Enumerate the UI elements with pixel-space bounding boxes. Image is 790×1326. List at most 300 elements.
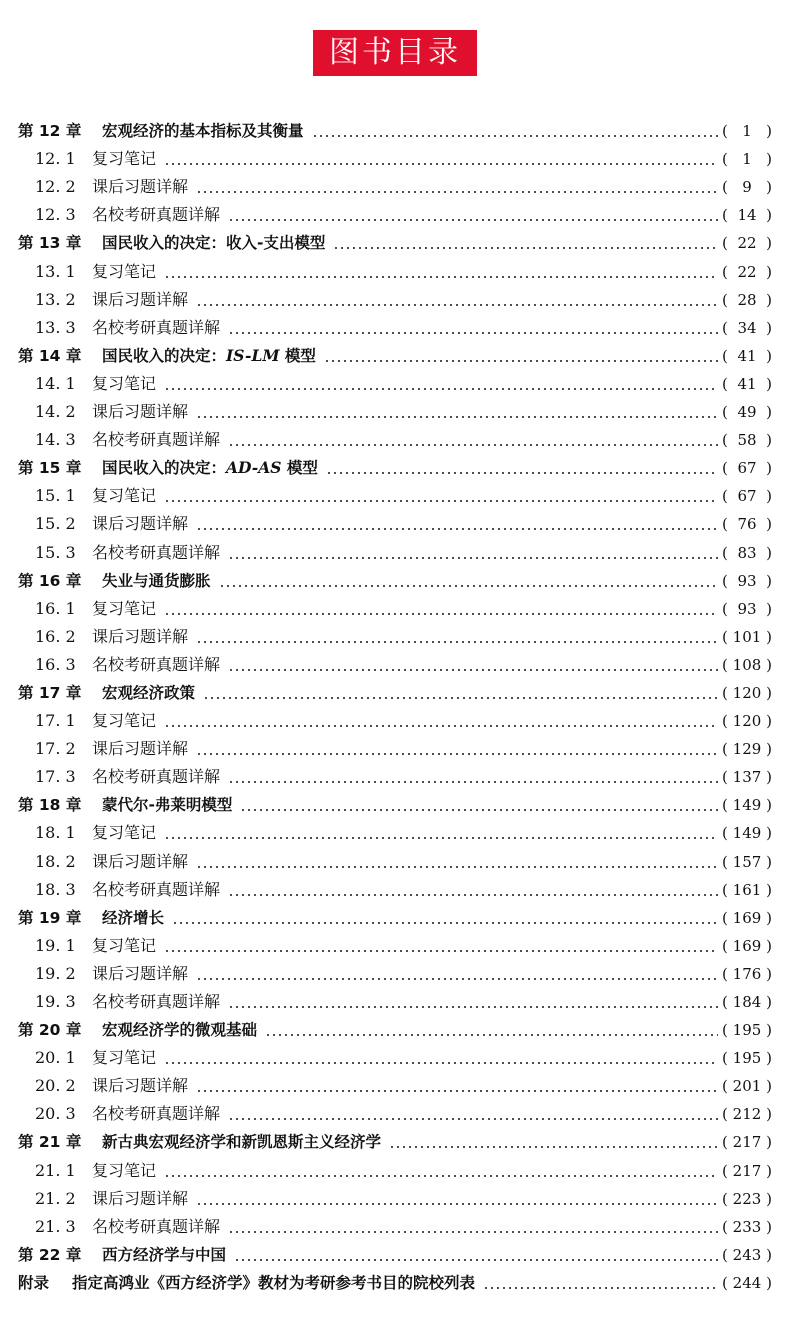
toc-page-number bbox=[722, 654, 772, 676]
paren-open: ( bbox=[722, 318, 728, 337]
toc-entry-label bbox=[92, 1188, 188, 1210]
toc-entry-number: 14. 2 bbox=[35, 402, 76, 422]
toc-page-number bbox=[722, 542, 772, 564]
toc-page-number bbox=[722, 1160, 772, 1182]
toc-section-row[interactable] bbox=[18, 283, 772, 311]
toc-entry-number: 19. 2 bbox=[35, 963, 76, 983]
toc-entry-label-text: 复习笔记 bbox=[92, 823, 157, 843]
paren-open: ( bbox=[722, 1105, 728, 1124]
toc-page-number bbox=[722, 204, 772, 226]
paren-open: ( bbox=[722, 627, 728, 646]
toc-entry-label bbox=[92, 373, 156, 395]
toc-section-row[interactable] bbox=[18, 592, 772, 620]
paren-close: ) bbox=[766, 487, 772, 506]
toc-page-number bbox=[722, 851, 772, 873]
toc-section-row[interactable] bbox=[18, 1097, 772, 1125]
toc-entry-label bbox=[92, 935, 156, 957]
dot-leader bbox=[164, 1175, 718, 1177]
toc-page-number bbox=[722, 401, 772, 423]
toc-section-row[interactable] bbox=[18, 620, 772, 648]
toc-entry-number: 16. 3 bbox=[35, 654, 76, 674]
toc-section-row[interactable] bbox=[18, 957, 772, 985]
dot-leader bbox=[240, 809, 718, 811]
dot-leader bbox=[312, 135, 718, 137]
toc-chapter-row[interactable] bbox=[18, 1125, 772, 1153]
toc-page-number bbox=[722, 1103, 772, 1125]
toc-entry-label bbox=[102, 794, 232, 816]
toc-entry-label bbox=[102, 1131, 381, 1153]
toc-section-row[interactable] bbox=[18, 1153, 772, 1181]
toc-entry-number: 附录 bbox=[18, 1273, 50, 1292]
toc-entry-label bbox=[92, 485, 156, 507]
dot-leader bbox=[164, 388, 718, 390]
toc-entry-label bbox=[92, 317, 220, 339]
page-number-value: 41 bbox=[737, 346, 757, 365]
toc-page-number bbox=[722, 822, 772, 844]
toc-entry-label-text: 名校考研真题详解 bbox=[92, 879, 221, 899]
toc-section-row[interactable] bbox=[18, 1041, 772, 1069]
paren-open: ( bbox=[722, 346, 728, 365]
dot-leader bbox=[196, 191, 718, 193]
page-number-value: 176 bbox=[732, 964, 762, 983]
page-number-value: 169 bbox=[732, 936, 762, 955]
toc-section-row[interactable] bbox=[18, 873, 772, 901]
toc-page-number bbox=[722, 485, 772, 507]
toc-entry-label-text: 复习笔记 bbox=[92, 598, 157, 618]
title-banner bbox=[0, 30, 790, 76]
paren-close: ) bbox=[766, 964, 772, 983]
paren-close: ) bbox=[766, 206, 772, 225]
toc-page-number bbox=[722, 1188, 772, 1210]
toc-entry-label-text: 课后习题详解 bbox=[92, 1076, 189, 1096]
dot-leader bbox=[234, 1259, 718, 1261]
toc-entry-number: 20. 3 bbox=[35, 1104, 76, 1124]
paren-close: ) bbox=[766, 403, 772, 422]
toc-entry-label-text: 课后习题详解 bbox=[92, 289, 189, 309]
dot-leader bbox=[203, 697, 718, 699]
toc-entry-label-text: 国民收入的决定： bbox=[102, 459, 227, 478]
paren-close: ) bbox=[766, 627, 772, 646]
paren-open: ( bbox=[722, 740, 728, 759]
toc-chapter-row[interactable] bbox=[18, 1238, 772, 1266]
paren-close: ) bbox=[766, 262, 772, 281]
toc-entry-label bbox=[92, 963, 188, 985]
page-number-value: 22 bbox=[737, 262, 757, 281]
toc-entry-label-text: 蒙代尔-弗莱明模型 bbox=[102, 796, 233, 815]
toc-entry-label bbox=[92, 401, 188, 423]
dot-leader bbox=[196, 753, 718, 755]
page-number-value: 101 bbox=[732, 627, 762, 646]
paren-close: ) bbox=[766, 515, 772, 534]
toc-section-row[interactable] bbox=[18, 816, 772, 844]
toc-section-row[interactable] bbox=[18, 648, 772, 676]
toc-entry-label-text: 复习笔记 bbox=[92, 373, 157, 393]
toc-entry-label-text: 国民收入的决定：收入-支出模型 bbox=[102, 234, 326, 253]
toc-entry-label-text: 课后习题详解 bbox=[92, 177, 189, 197]
toc-entry-number: 第 12 章 bbox=[18, 122, 82, 141]
toc-entry-label-text: 名校考研真题详解 bbox=[92, 767, 221, 787]
dot-leader bbox=[196, 1203, 718, 1205]
paren-close: ) bbox=[766, 459, 772, 478]
toc-section-row[interactable] bbox=[18, 844, 772, 872]
toc-section-row[interactable] bbox=[18, 395, 772, 423]
toc-section-row[interactable] bbox=[18, 535, 772, 563]
paren-close: ) bbox=[766, 936, 772, 955]
toc-entry-label bbox=[92, 1103, 220, 1125]
paren-open: ( bbox=[722, 936, 728, 955]
toc-page-number bbox=[722, 317, 772, 339]
paren-open: ( bbox=[722, 1077, 728, 1096]
toc-page-number bbox=[722, 1244, 772, 1266]
dot-leader bbox=[219, 585, 718, 587]
toc-section-row[interactable] bbox=[18, 367, 772, 395]
paren-open: ( bbox=[722, 908, 728, 927]
toc-entry-label-text: 课后习题详解 bbox=[92, 626, 189, 646]
page-number-value: 49 bbox=[737, 403, 757, 422]
toc-section-row[interactable] bbox=[18, 1182, 772, 1210]
paren-open: ( bbox=[722, 1021, 728, 1040]
toc-section-row[interactable] bbox=[18, 254, 772, 282]
toc-entry-label-text: 课后习题详解 bbox=[92, 963, 189, 983]
toc-entry-label bbox=[92, 289, 188, 311]
paren-close: ) bbox=[766, 122, 772, 141]
toc-entry-number: 15. 2 bbox=[35, 514, 76, 534]
toc-page-number bbox=[722, 148, 772, 170]
dot-leader bbox=[196, 416, 718, 418]
toc-page-number bbox=[722, 429, 772, 451]
toc-chapter-row[interactable] bbox=[18, 451, 772, 479]
dot-leader bbox=[228, 1118, 718, 1120]
dot-leader bbox=[196, 866, 718, 868]
toc-entry-label bbox=[92, 176, 188, 198]
toc-page-number bbox=[722, 1216, 772, 1238]
toc-entry-label bbox=[92, 710, 156, 732]
paren-open: ( bbox=[722, 1217, 728, 1236]
toc-entry-label-text: 名校考研真题详解 bbox=[92, 205, 221, 225]
toc-entry-label-text: 经济增长 bbox=[102, 908, 165, 927]
paren-close: ) bbox=[766, 234, 772, 253]
paren-open: ( bbox=[722, 487, 728, 506]
toc-page-number bbox=[722, 1047, 772, 1069]
dot-leader bbox=[228, 444, 718, 446]
toc-entry-label bbox=[92, 204, 220, 226]
paren-close: ) bbox=[766, 150, 772, 169]
toc-page-number bbox=[722, 1019, 772, 1041]
toc-entry-number: 17. 1 bbox=[35, 711, 76, 731]
toc-entry-label-text: 课后习题详解 bbox=[92, 514, 189, 534]
toc-entry-label-text: 名校考研真题详解 bbox=[92, 1104, 221, 1124]
page-number-value: 149 bbox=[732, 796, 762, 815]
dot-leader bbox=[164, 1062, 718, 1064]
toc-entry-label-text: 宏观经济的基本指标及其衡量 bbox=[102, 122, 304, 141]
page-number-value: 217 bbox=[732, 1161, 762, 1180]
toc-section-row[interactable] bbox=[18, 732, 772, 760]
toc-chapter-row[interactable] bbox=[18, 226, 772, 254]
dot-leader bbox=[228, 1006, 718, 1008]
page-number-value: 169 bbox=[732, 908, 762, 927]
toc-page-number bbox=[722, 738, 772, 760]
toc-entry-label-text: 名校考研真题详解 bbox=[92, 654, 221, 674]
toc-entry-label bbox=[92, 429, 220, 451]
paren-close: ) bbox=[766, 824, 772, 843]
toc-entry-number: 21. 3 bbox=[35, 1216, 76, 1236]
paren-close: ) bbox=[766, 178, 772, 197]
toc-entry-label bbox=[92, 1075, 188, 1097]
paren-close: ) bbox=[766, 683, 772, 702]
toc-entry-number: 20. 2 bbox=[35, 1076, 76, 1096]
paren-open: ( bbox=[722, 1133, 728, 1152]
toc-section-row[interactable] bbox=[18, 704, 772, 732]
toc-entry-number: 12. 3 bbox=[35, 205, 76, 225]
paren-open: ( bbox=[722, 993, 728, 1011]
table-of-contents bbox=[18, 114, 772, 1294]
toc-entry-label bbox=[92, 261, 156, 283]
paren-open: ( bbox=[722, 1245, 728, 1264]
toc-entry-label-emphasis: IS-LM bbox=[226, 345, 280, 365]
dot-leader bbox=[164, 725, 718, 727]
toc-section-row[interactable] bbox=[18, 198, 772, 226]
toc-entry-label-tail: 模型 bbox=[279, 346, 316, 365]
toc-chapter-row[interactable] bbox=[18, 114, 772, 142]
toc-section-row[interactable] bbox=[18, 1069, 772, 1097]
toc-entry-number: 18. 1 bbox=[35, 823, 76, 843]
page-number-value: 233 bbox=[732, 1217, 762, 1236]
toc-page-number bbox=[722, 261, 772, 283]
dot-leader bbox=[324, 360, 718, 362]
toc-section-row[interactable] bbox=[18, 929, 772, 957]
toc-entry-number: 18. 3 bbox=[35, 879, 76, 899]
toc-page-number bbox=[722, 176, 772, 198]
toc-chapter-row[interactable] bbox=[18, 901, 772, 929]
dot-leader bbox=[265, 1034, 718, 1036]
page-number-value: 58 bbox=[737, 431, 757, 450]
paren-close: ) bbox=[766, 1105, 772, 1124]
toc-entry-label-text: 复习笔记 bbox=[92, 486, 157, 506]
toc-chapter-row[interactable] bbox=[18, 339, 772, 367]
toc-entry-label-text: 名校考研真题详解 bbox=[92, 430, 221, 450]
toc-entry-label-text: 名校考研真题详解 bbox=[92, 992, 221, 1011]
toc-section-row[interactable] bbox=[18, 479, 772, 507]
toc-entry-label-text: 新古典宏观经济学和新凯恩斯主义经济学 bbox=[102, 1133, 382, 1152]
toc-section-row[interactable] bbox=[18, 985, 772, 1013]
paren-close: ) bbox=[766, 599, 772, 618]
toc-entry-number: 第 21 章 bbox=[18, 1133, 82, 1152]
toc-entry-label bbox=[92, 598, 156, 620]
paren-open: ( bbox=[722, 683, 728, 702]
toc-entry-label-text: 宏观经济学的微观基础 bbox=[102, 1021, 258, 1040]
page-number-value: 67 bbox=[737, 459, 757, 478]
page-number-value: 1 bbox=[742, 122, 752, 141]
toc-entry-label bbox=[92, 991, 220, 1013]
paren-open: ( bbox=[722, 824, 728, 843]
toc-page-number bbox=[722, 794, 772, 816]
toc-section-row[interactable] bbox=[18, 1210, 772, 1238]
toc-page-number bbox=[722, 710, 772, 732]
toc-entry-label bbox=[102, 457, 318, 479]
paren-close: ) bbox=[766, 1049, 772, 1068]
paren-open: ( bbox=[722, 599, 728, 618]
dot-leader bbox=[196, 304, 718, 306]
paren-open: ( bbox=[722, 571, 728, 590]
page-number-value: 201 bbox=[732, 1077, 762, 1096]
dot-leader bbox=[196, 641, 718, 643]
paren-open: ( bbox=[722, 852, 728, 871]
page-number-value: 93 bbox=[737, 571, 757, 590]
toc-entry-number: 13. 2 bbox=[35, 289, 76, 309]
page-number-value: 22 bbox=[737, 234, 757, 253]
toc-entry-label bbox=[102, 1244, 226, 1266]
paren-close: ) bbox=[766, 318, 772, 337]
paren-open: ( bbox=[722, 262, 728, 281]
toc-entry-label bbox=[92, 542, 220, 564]
page-number-value: 76 bbox=[737, 515, 757, 534]
toc-entry-number: 13. 1 bbox=[35, 261, 76, 281]
toc-chapter-row[interactable] bbox=[18, 1013, 772, 1041]
paren-open: ( bbox=[722, 1273, 728, 1292]
toc-section-row[interactable] bbox=[18, 760, 772, 788]
toc-entry-label-text: 指定高鸿业《西方经济学》教材为考研参考书目的院校列表 bbox=[72, 1273, 476, 1292]
toc-page-number bbox=[722, 963, 772, 985]
dot-leader bbox=[333, 247, 718, 249]
toc-entry-label-text: 课后习题详解 bbox=[92, 1188, 189, 1208]
page-number-value: 129 bbox=[732, 740, 762, 759]
toc-entry-label bbox=[92, 879, 220, 901]
page-number-value: 217 bbox=[732, 1133, 762, 1152]
toc-chapter-row[interactable] bbox=[18, 564, 772, 592]
paren-close: ) bbox=[766, 908, 772, 927]
page-number-value: 34 bbox=[737, 318, 757, 337]
toc-chapter-row[interactable] bbox=[18, 788, 772, 816]
toc-entry-label bbox=[92, 654, 220, 676]
toc-entry-label-text: 复习笔记 bbox=[92, 935, 157, 955]
dot-leader bbox=[228, 332, 718, 334]
toc-entry-label bbox=[102, 120, 304, 142]
toc-entry-number: 15. 3 bbox=[35, 542, 76, 562]
toc-entry-label bbox=[102, 570, 211, 592]
toc-page-number bbox=[722, 345, 772, 367]
paren-close: ) bbox=[766, 346, 772, 365]
page-number-value: 243 bbox=[732, 1245, 762, 1264]
toc-section-row[interactable] bbox=[18, 507, 772, 535]
toc-page-number bbox=[722, 232, 772, 254]
paren-open: ( bbox=[722, 655, 728, 674]
toc-section-row[interactable] bbox=[18, 170, 772, 198]
paren-close: ) bbox=[766, 1077, 772, 1096]
toc-entry-label-text: 复习笔记 bbox=[92, 261, 157, 281]
toc-entry-label-text: 课后习题详解 bbox=[92, 851, 189, 871]
toc-entry-number: 17. 3 bbox=[35, 767, 76, 787]
toc-entry-label bbox=[92, 626, 188, 648]
toc-appendix-row[interactable] bbox=[18, 1266, 772, 1294]
dot-leader bbox=[483, 1287, 718, 1289]
toc-entry-label-text: 名校考研真题详解 bbox=[92, 542, 221, 562]
paren-close: ) bbox=[766, 880, 772, 899]
page-number-value: 67 bbox=[737, 487, 757, 506]
paren-close: ) bbox=[766, 1133, 772, 1152]
toc-page-number bbox=[722, 1075, 772, 1097]
toc-entry-number: 第 16 章 bbox=[18, 571, 82, 590]
paren-close: ) bbox=[766, 431, 772, 450]
toc-page-number bbox=[722, 879, 772, 901]
toc-page-number bbox=[722, 513, 772, 535]
paren-close: ) bbox=[766, 1021, 772, 1040]
toc-page-number bbox=[722, 682, 772, 704]
toc-entry-label bbox=[92, 513, 188, 535]
toc-entry-number: 13. 3 bbox=[35, 317, 76, 337]
paren-close: ) bbox=[766, 1245, 772, 1264]
toc-entry-number: 16. 2 bbox=[35, 626, 76, 646]
toc-entry-label bbox=[102, 345, 316, 367]
dot-leader bbox=[196, 978, 718, 980]
dot-leader bbox=[164, 950, 718, 952]
toc-chapter-row[interactable] bbox=[18, 676, 772, 704]
paren-open: ( bbox=[722, 1189, 728, 1208]
toc-entry-label-text: 课后习题详解 bbox=[92, 402, 189, 422]
toc-entry-number: 第 20 章 bbox=[18, 1021, 82, 1040]
paren-open: ( bbox=[722, 122, 728, 141]
paren-close: ) bbox=[766, 1189, 772, 1208]
toc-entry-label-text: 西方经济学与中国 bbox=[102, 1245, 227, 1264]
paren-open: ( bbox=[722, 290, 728, 309]
page-number-value: 161 bbox=[732, 880, 762, 899]
paren-open: ( bbox=[722, 768, 728, 787]
toc-entry-label-text: 名校考研真题详解 bbox=[92, 317, 221, 337]
paren-open: ( bbox=[722, 459, 728, 478]
toc-page-number bbox=[722, 1131, 772, 1153]
page-number-value: 120 bbox=[732, 712, 762, 731]
toc-entry-label bbox=[102, 232, 325, 254]
toc-entry-label-text: 复习笔记 bbox=[92, 1160, 157, 1180]
toc-section-row[interactable] bbox=[18, 311, 772, 339]
paren-close: ) bbox=[766, 1161, 772, 1180]
paren-close: ) bbox=[766, 740, 772, 759]
toc-entry-number: 21. 1 bbox=[35, 1160, 76, 1180]
dot-leader bbox=[164, 613, 718, 615]
paren-open: ( bbox=[722, 712, 728, 731]
toc-entry-number: 20. 1 bbox=[35, 1048, 76, 1068]
toc-entry-number: 17. 2 bbox=[35, 739, 76, 759]
dot-leader bbox=[164, 500, 718, 502]
toc-entry-number: 19. 3 bbox=[35, 992, 76, 1011]
toc-page-number bbox=[722, 120, 772, 142]
page-number-value: 244 bbox=[732, 1273, 762, 1292]
page-number-value: 137 bbox=[732, 768, 762, 787]
paren-open: ( bbox=[722, 403, 728, 422]
toc-section-row[interactable] bbox=[18, 423, 772, 451]
toc-entry-label-text: 失业与通货膨胀 bbox=[102, 571, 211, 590]
toc-entry-number: 14. 1 bbox=[35, 373, 76, 393]
dot-leader bbox=[196, 1090, 718, 1092]
dot-leader bbox=[228, 669, 718, 671]
toc-page-number bbox=[722, 935, 772, 957]
toc-entry-label bbox=[92, 1160, 156, 1182]
toc-page-number bbox=[722, 991, 772, 1013]
paren-open: ( bbox=[722, 543, 728, 562]
toc-entry-label-tail: 模型 bbox=[281, 459, 318, 478]
paren-close: ) bbox=[766, 712, 772, 731]
toc-section-row[interactable] bbox=[18, 142, 772, 170]
paren-open: ( bbox=[722, 431, 728, 450]
paren-open: ( bbox=[722, 374, 728, 393]
toc-entry-label bbox=[102, 1019, 257, 1041]
toc-entry-label-text: 复习笔记 bbox=[92, 1048, 157, 1068]
page-number-value: 9 bbox=[742, 178, 752, 197]
toc-entry-label-text: 复习笔记 bbox=[92, 149, 157, 169]
paren-close: ) bbox=[766, 768, 772, 787]
dot-leader bbox=[172, 922, 718, 924]
dot-leader bbox=[228, 219, 718, 221]
toc-page-number bbox=[722, 570, 772, 592]
